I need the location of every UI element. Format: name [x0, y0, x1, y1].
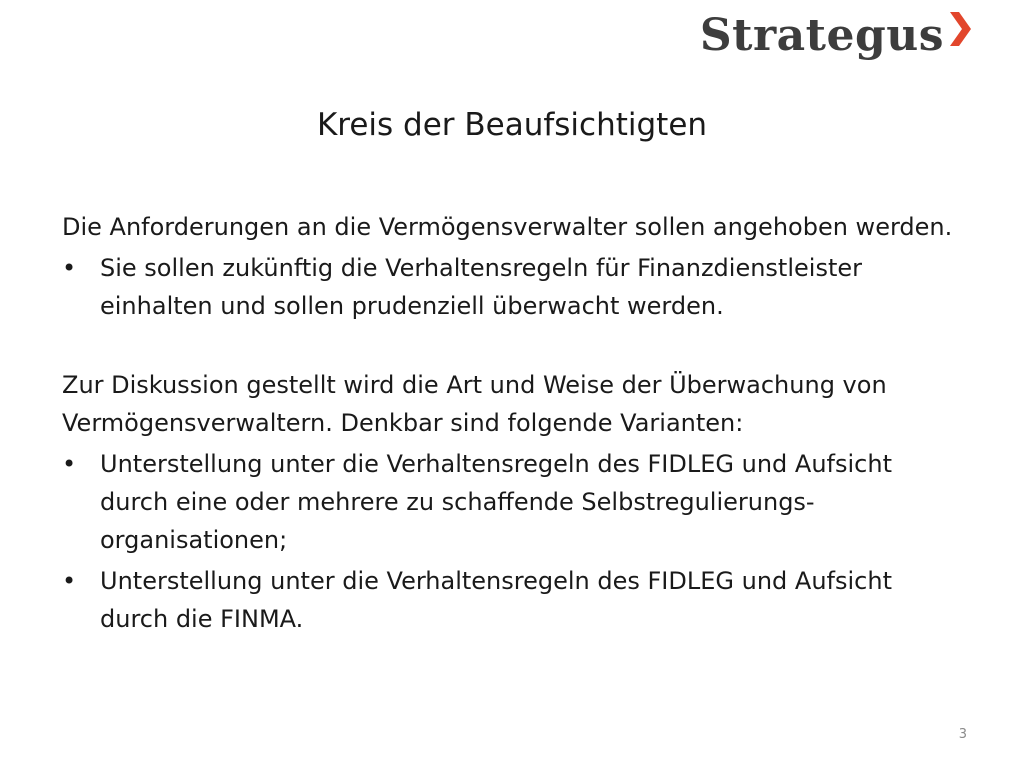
bullet-item: [62, 445, 962, 559]
bullet-text: Unterstellung unter die Verhaltensregeln des FIDLEG und Aufsicht durch eine oder mehrere zu schaffende Selbstregulierungs-organisationen;: [100, 450, 892, 554]
strategus-logo: [699, 10, 972, 61]
bullet-item: [62, 249, 962, 325]
slide-title: Kreis der Beaufsichtigten: [316, 107, 708, 143]
body-paragraph: Zur Diskussion gestellt wird die Art und Weise der Überwachung von Vermögensverwaltern. Denkbar sind folgende Varianten:: [62, 371, 887, 437]
bullet-text: Unterstellung unter die Verhaltensregeln des FIDLEG und Aufsicht durch die FINMA.: [100, 567, 892, 633]
bullet-marker: •: [62, 450, 77, 478]
spacer: [62, 328, 962, 366]
chevron-right-icon: [948, 12, 972, 46]
page-number: 3: [958, 727, 967, 742]
bullet-marker: •: [62, 254, 77, 282]
bullet-marker: •: [62, 567, 77, 595]
bullet-item: [62, 562, 962, 638]
bullet-text: Sie sollen zukünftig die Verhaltensregeln für Finanzdienstleister einhalten und sollen prudenziell überwacht werden.: [100, 254, 862, 320]
logo-text: Strategus: [699, 10, 944, 61]
body-paragraph: Die Anforderungen an die Vermögensverwalter sollen angehoben werden.: [62, 213, 953, 241]
slide-body: [62, 208, 962, 641]
